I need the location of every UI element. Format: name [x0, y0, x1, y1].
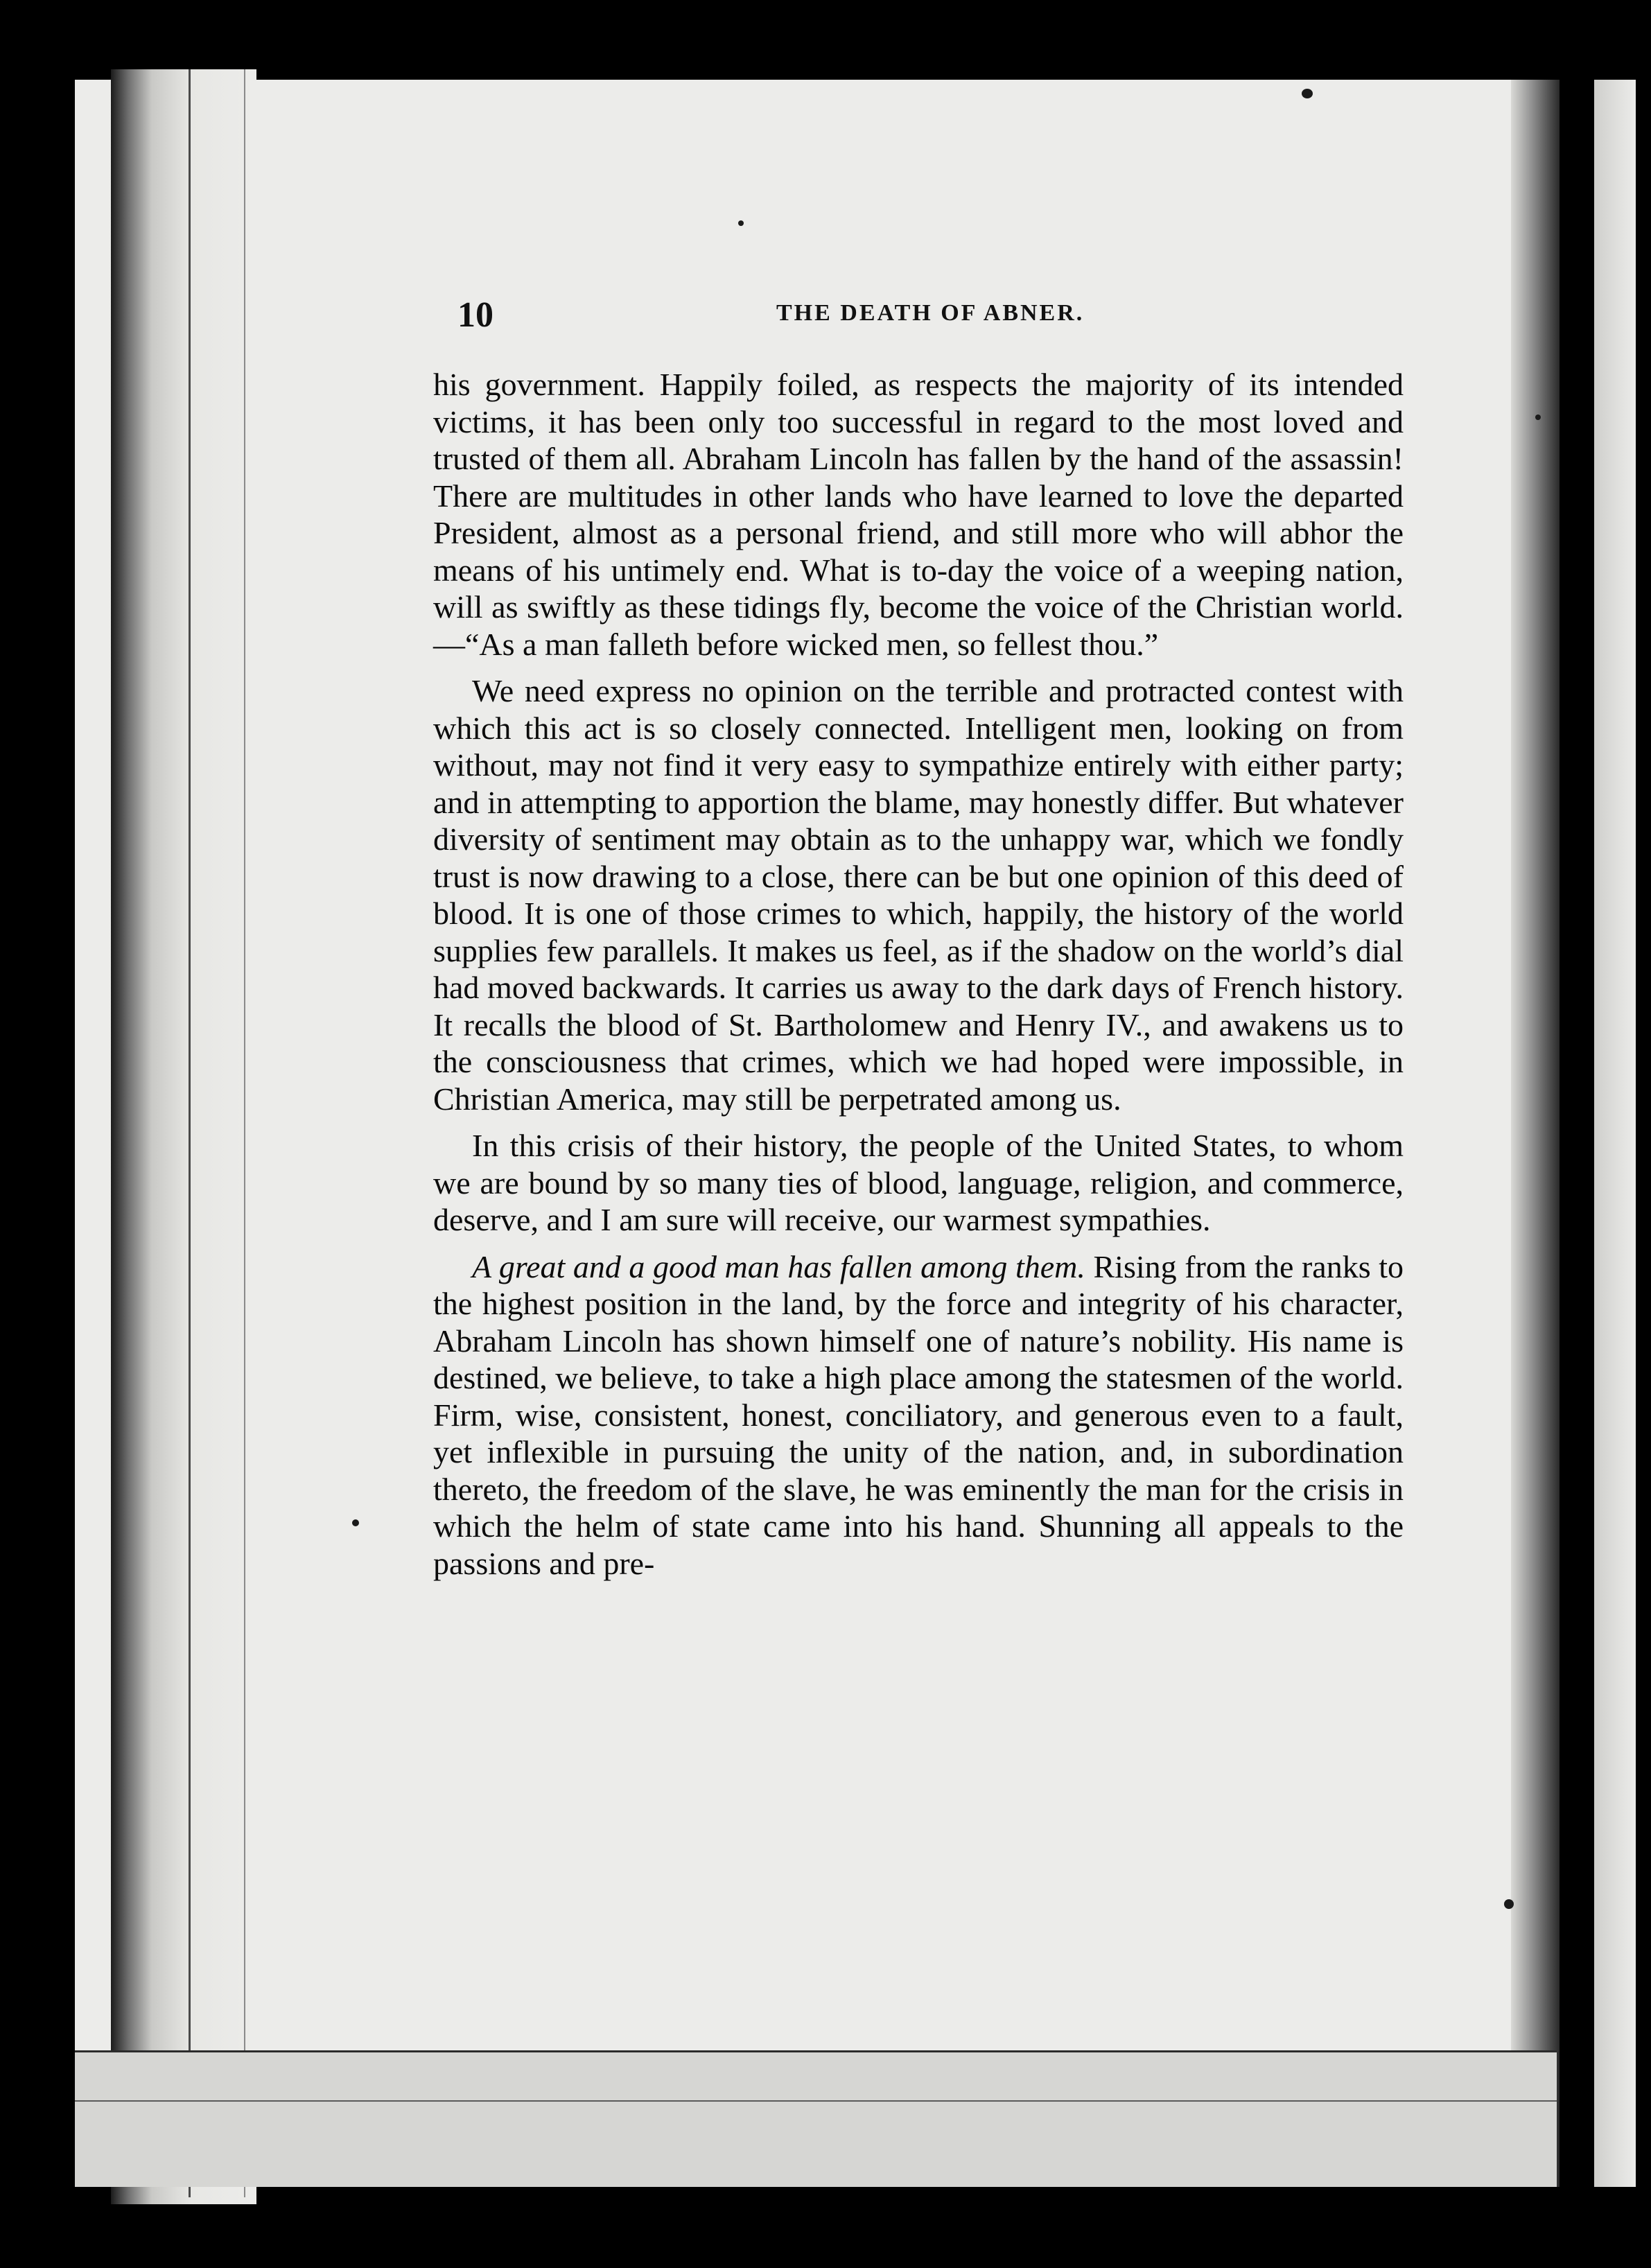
adjacent-page-edge — [1594, 80, 1636, 2187]
paragraph: In this crisis of their history, the people of the United States, to whom we are bound by so many ties of blood, language, religion, and commerce, deserve, and I am sure will receive, our warmest sympathies. — [433, 1128, 1404, 1237]
page-number: 10 — [457, 295, 493, 335]
right-edge-shadow — [1511, 80, 1560, 2187]
body-text — [433, 366, 1404, 1582]
bottom-scan-line — [75, 2100, 1557, 2102]
paragraph-text: Rising from the ranks to the highest position in the land, by the force and integrity of his character, Abraham Lincoln has shown himself one of nature’s nobility. His name is destined, we believe, to take a high place among the statesmen of the world. Firm, wise, consistent, honest, conciliatory, and generous even to a fault, yet inflexible in pursuing the unity of the nation, and, in subordination thereto, the freedom of the slave, he was eminently the man for the crisis in which the helm of state came into his hand. Shunning all appeals to the passions and pre- — [433, 1248, 1404, 1581]
bottom-scan-margin — [75, 2052, 1557, 2187]
ink-speck — [738, 220, 744, 226]
ink-speck — [1535, 415, 1541, 420]
paragraph — [433, 1248, 1404, 1582]
page-gutter-shadow — [111, 69, 256, 2204]
running-head: THE DEATH OF ABNER. — [776, 300, 1085, 326]
ink-speck — [1302, 89, 1313, 98]
paragraph: We need express no opinion on the terrible and protracted contest with which this act is so closely connected. Intelligent men, looking on from without, may not find it very easy to sympathize entirely with either party; and in attempting to apportion the blame, may honestly differ. But whatever diversity of sentiment may obtain as to the unhappy war, which we fondly trust is now drawing to a close, there can be but one opinion of this deed of blood. It is one of those crimes to which, happily, the history of the world supplies few parallels. It makes us feel, as if the shadow on the world’s dial had moved backwards. It carries us away to the dark days of French history. It recalls the blood of St. Bartholomew and Henry IV., and awakens us to the consciousness that crimes, which we had hoped were impossible, in Christian America, may still be perpetrated among us. — [433, 673, 1404, 1117]
gutter-line — [244, 69, 245, 2197]
paragraph: his government. Happily foiled, as respects the majority of its intended victims, it has been only too successful in regard to the most loved and trusted of them all. Abraham Lincoln has fallen by the hand of the assassin! There are multitudes in other lands who have learned to love the departed President, almost as a personal friend, and still more who will abhor the means of his untimely end. What is to-day the voice of a weeping nation, will as swiftly as these tidings fly, become the voice of the Christian world. —“As a man falleth before wicked men, so fellest thou.” — [433, 367, 1404, 662]
ink-speck — [352, 1519, 359, 1526]
bottom-scan-line — [75, 2050, 1557, 2052]
ink-speck — [1504, 1899, 1514, 1909]
italic-sentence: A great and a good man has fallen among them. — [472, 1248, 1085, 1284]
page-header — [457, 295, 1428, 336]
gutter-line — [189, 69, 191, 2197]
